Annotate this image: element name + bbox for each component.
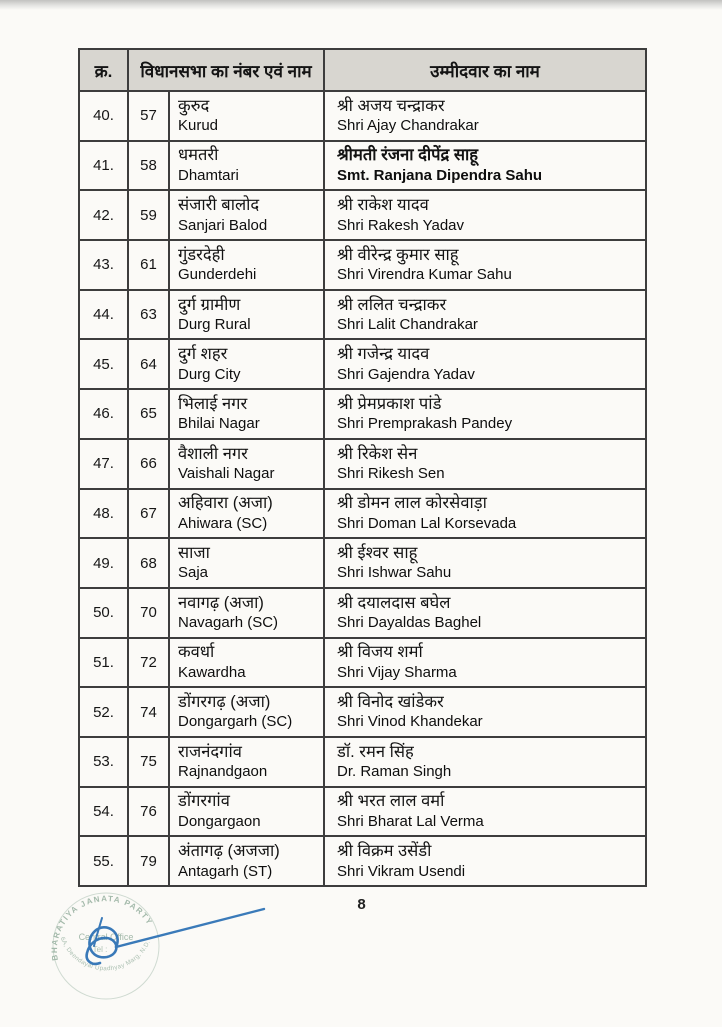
- constituency-name-cell: [169, 240, 324, 290]
- constituency-number-cell: 63: [128, 290, 169, 340]
- candidate-name-cell: [324, 737, 646, 787]
- serial-cell: 52.: [79, 687, 128, 737]
- constituency-name-english: Saja: [178, 564, 209, 582]
- candidate-list-table: [78, 48, 647, 887]
- table-row: [79, 787, 646, 837]
- constituency-name-english: Rajnandgaon: [178, 763, 268, 781]
- header-serial: क्र.: [79, 49, 128, 91]
- constituency-name-hindi: राजनंदगांव: [178, 742, 242, 761]
- candidate-name-hindi: श्री विनोद खांडेकर: [337, 693, 444, 711]
- candidate-name-hindi: श्री गजेन्द्र यादव: [337, 345, 430, 364]
- candidate-name-cell: [324, 240, 646, 290]
- constituency-name-cell: [169, 489, 324, 539]
- page-number: 8: [357, 896, 366, 913]
- constituency-name-cell: [169, 787, 324, 837]
- signature: [87, 909, 264, 964]
- table-row: [79, 439, 646, 489]
- candidate-name-english: Shri Gajendra Yadav: [337, 365, 475, 383]
- constituency-name-cell: [169, 638, 324, 688]
- candidate-name-cell: [324, 290, 646, 340]
- constituency-name-hindi: अंतागढ़ (अजजा): [178, 842, 280, 861]
- constituency-name-english: Durg City: [178, 365, 241, 383]
- candidate-name-cell: [324, 141, 646, 191]
- constituency-name-cell: [169, 389, 324, 439]
- candidate-name-hindi: श्री वीरेन्द्र कुमार साहू: [337, 245, 459, 264]
- serial-cell: 47.: [79, 439, 128, 489]
- constituency-name-cell: [169, 687, 324, 737]
- constituency-name-cell: [169, 439, 324, 489]
- candidate-name-hindi: श्री भरत लाल वर्मा: [337, 792, 445, 811]
- constituency-name-english: Durg Rural: [178, 315, 251, 333]
- table-row: [79, 836, 646, 886]
- serial-cell: 54.: [79, 787, 128, 837]
- candidate-name-english: Shri Ajay Chandrakar: [337, 117, 479, 135]
- candidate-name-english: Smt. Ranjana Dipendra Sahu: [337, 166, 543, 184]
- candidate-name-hindi: श्रीमती रंजना दीपेंद्र साहू: [337, 146, 479, 165]
- constituency-name-english: Antagarh (ST): [178, 862, 273, 880]
- candidate-name-english: Shri Rakesh Yadav: [337, 216, 465, 234]
- candidate-name-hindi: श्री ईश्वर साहू: [337, 543, 418, 562]
- table-body: [79, 91, 646, 886]
- constituency-name-hindi: नवागढ़ (अजा): [178, 593, 264, 612]
- constituency-number-cell: 66: [128, 439, 169, 489]
- candidate-name-english: Shri Bharat Lal Verma: [337, 812, 484, 830]
- candidate-name-hindi: श्री ललित चन्द्राकर: [337, 295, 447, 314]
- constituency-number-cell: 64: [128, 339, 169, 389]
- constituency-number-cell: 67: [128, 489, 169, 539]
- table-row: [79, 588, 646, 638]
- constituency-name-english: Gunderdehi: [178, 266, 257, 284]
- candidate-name-english: Shri Vikram Usendi: [337, 862, 466, 880]
- table-row: [79, 389, 646, 439]
- candidate-name-cell: [324, 687, 646, 737]
- candidate-name-cell: [324, 787, 646, 837]
- candidate-name-hindi: श्री रिकेश सेन: [337, 444, 418, 463]
- candidate-name-hindi: डॉ. रमन सिंह: [337, 742, 414, 761]
- serial-cell: 41.: [79, 141, 128, 191]
- constituency-name-hindi: अहिवारा (अजा): [178, 494, 273, 513]
- candidate-name-hindi: श्री डोमन लाल कोरसेवाड़ा: [337, 494, 487, 513]
- constituency-name-hindi: डोंगरगांव: [178, 792, 230, 811]
- constituency-name-cell: [169, 141, 324, 191]
- candidate-name-english: Shri Virendra Kumar Sahu: [337, 266, 512, 284]
- table-row: [79, 687, 646, 737]
- constituency-name-english: Kurud: [178, 117, 219, 135]
- constituency-name-hindi: भिलाई नगर: [178, 394, 248, 413]
- constituency-name-cell: [169, 737, 324, 787]
- constituency-name-hindi: दुर्ग शहर: [178, 345, 228, 364]
- serial-cell: 44.: [79, 290, 128, 340]
- candidate-name-cell: [324, 389, 646, 439]
- candidate-name-hindi: श्री राकेश यादव: [337, 196, 429, 215]
- serial-cell: 49.: [79, 538, 128, 588]
- constituency-number-cell: 70: [128, 588, 169, 638]
- constituency-name-cell: [169, 290, 324, 340]
- table-row: [79, 290, 646, 340]
- stamp-center-line2: Tel :: [92, 945, 108, 954]
- constituency-number-cell: 59: [128, 190, 169, 240]
- table-row: [79, 190, 646, 240]
- serial-cell: 45.: [79, 339, 128, 389]
- serial-cell: 53.: [79, 737, 128, 787]
- constituency-name-english: Navagarh (SC): [178, 614, 279, 632]
- candidate-name-english: Shri Vijay Sharma: [337, 663, 457, 681]
- constituency-name-cell: [169, 538, 324, 588]
- scan-edge: [0, 0, 722, 10]
- serial-cell: 40.: [79, 91, 128, 141]
- header-candidate: उम्मीदवार का नाम: [324, 49, 646, 91]
- constituency-number-cell: 76: [128, 787, 169, 837]
- candidate-name-cell: [324, 588, 646, 638]
- stamp-arc-top-text: BHARATIYA JANATA PARTY: [49, 894, 155, 962]
- candidate-name-english: Shri Vinod Khandekar: [337, 713, 483, 731]
- table-row: [79, 240, 646, 290]
- constituency-name-english: Dongargaon: [178, 812, 261, 830]
- constituency-name-hindi: डोंगरगढ़ (अजा): [178, 693, 271, 711]
- serial-cell: 43.: [79, 240, 128, 290]
- constituency-number-cell: 72: [128, 638, 169, 688]
- candidate-name-english: Shri Premprakash Pandey: [337, 415, 513, 433]
- constituency-name-hindi: धमतरी: [178, 146, 219, 165]
- constituency-number-cell: 58: [128, 141, 169, 191]
- constituency-name-hindi: कवर्धा: [178, 643, 215, 662]
- svg-text:6A, Deendayal Upadhyay Marg, N: [59, 936, 152, 972]
- constituency-name-hindi: साजा: [178, 543, 210, 562]
- candidate-name-hindi: श्री अजय चन्द्राकर: [337, 96, 445, 115]
- table-row: [79, 141, 646, 191]
- constituency-name-english: Kawardha: [178, 663, 246, 681]
- stamp-arc-bottom-text: 6A, Deendayal Upadhyay Marg, N.D.: [58, 936, 152, 973]
- candidate-name-english: Shri Ishwar Sahu: [337, 564, 452, 582]
- constituency-name-hindi: कुरुद: [178, 96, 210, 115]
- constituency-name-cell: [169, 588, 324, 638]
- serial-cell: 55.: [79, 836, 128, 886]
- table-row: [79, 91, 646, 141]
- candidate-name-english: Shri Lalit Chandrakar: [337, 315, 478, 333]
- candidate-name-cell: [324, 190, 646, 240]
- candidate-name-english: Dr. Raman Singh: [337, 763, 452, 781]
- constituency-name-cell: [169, 190, 324, 240]
- candidate-name-cell: [324, 339, 646, 389]
- constituency-name-hindi: दुर्ग ग्रामीण: [178, 295, 241, 314]
- constituency-name-hindi: वैशाली नगर: [178, 444, 248, 463]
- constituency-name-english: Bhilai Nagar: [178, 415, 260, 433]
- constituency-name-hindi: संजारी बालोद: [178, 196, 260, 215]
- serial-cell: 42.: [79, 190, 128, 240]
- constituency-name-english: Sanjari Balod: [178, 216, 268, 234]
- header-constituency: विधानसभा का नंबर एवं नाम: [128, 49, 324, 91]
- candidate-name-hindi: श्री दयालदास बघेल: [337, 593, 451, 612]
- constituency-name-hindi: गुंडरदेही: [178, 245, 225, 264]
- constituency-name-english: Vaishali Nagar: [178, 465, 275, 482]
- candidate-name-cell: [324, 538, 646, 588]
- constituency-name-english: Dhamtari: [178, 166, 239, 184]
- candidate-name-cell: [324, 638, 646, 688]
- constituency-number-cell: 79: [128, 836, 169, 886]
- stamp-center-line1: Central Office: [78, 932, 134, 942]
- candidate-name-english: Shri Rikesh Sen: [337, 465, 445, 482]
- constituency-number-cell: 68: [128, 538, 169, 588]
- constituency-name-english: Ahiwara (SC): [178, 514, 268, 532]
- table-row: [79, 489, 646, 539]
- constituency-number-cell: 75: [128, 737, 169, 787]
- constituency-name-cell: [169, 339, 324, 389]
- candidate-name-english: Shri Doman Lal Korsevada: [337, 514, 517, 532]
- constituency-name-cell: [169, 836, 324, 886]
- constituency-number-cell: 57: [128, 91, 169, 141]
- constituency-name-cell: [169, 91, 324, 141]
- candidate-name-cell: [324, 836, 646, 886]
- table-row: [79, 339, 646, 389]
- serial-cell: 48.: [79, 489, 128, 539]
- candidate-name-cell: [324, 489, 646, 539]
- candidate-name-hindi: श्री प्रेमप्रकाश पांडे: [337, 394, 442, 413]
- constituency-number-cell: 74: [128, 687, 169, 737]
- candidate-name-hindi: श्री विक्रम उसेंडी: [337, 842, 432, 861]
- serial-cell: 51.: [79, 638, 128, 688]
- constituency-number-cell: 65: [128, 389, 169, 439]
- candidate-name-cell: [324, 91, 646, 141]
- candidate-name-hindi: श्री विजय शर्मा: [337, 643, 423, 662]
- serial-cell: 50.: [79, 588, 128, 638]
- table-row: [79, 538, 646, 588]
- table-row: [79, 638, 646, 688]
- constituency-number-cell: 61: [128, 240, 169, 290]
- candidate-name-english: Shri Dayaldas Baghel: [337, 614, 482, 632]
- constituency-name-english: Dongargarh (SC): [178, 713, 293, 731]
- table-header-row: [79, 49, 646, 91]
- table-row: [79, 737, 646, 787]
- serial-cell: 46.: [79, 389, 128, 439]
- candidate-name-cell: [324, 439, 646, 489]
